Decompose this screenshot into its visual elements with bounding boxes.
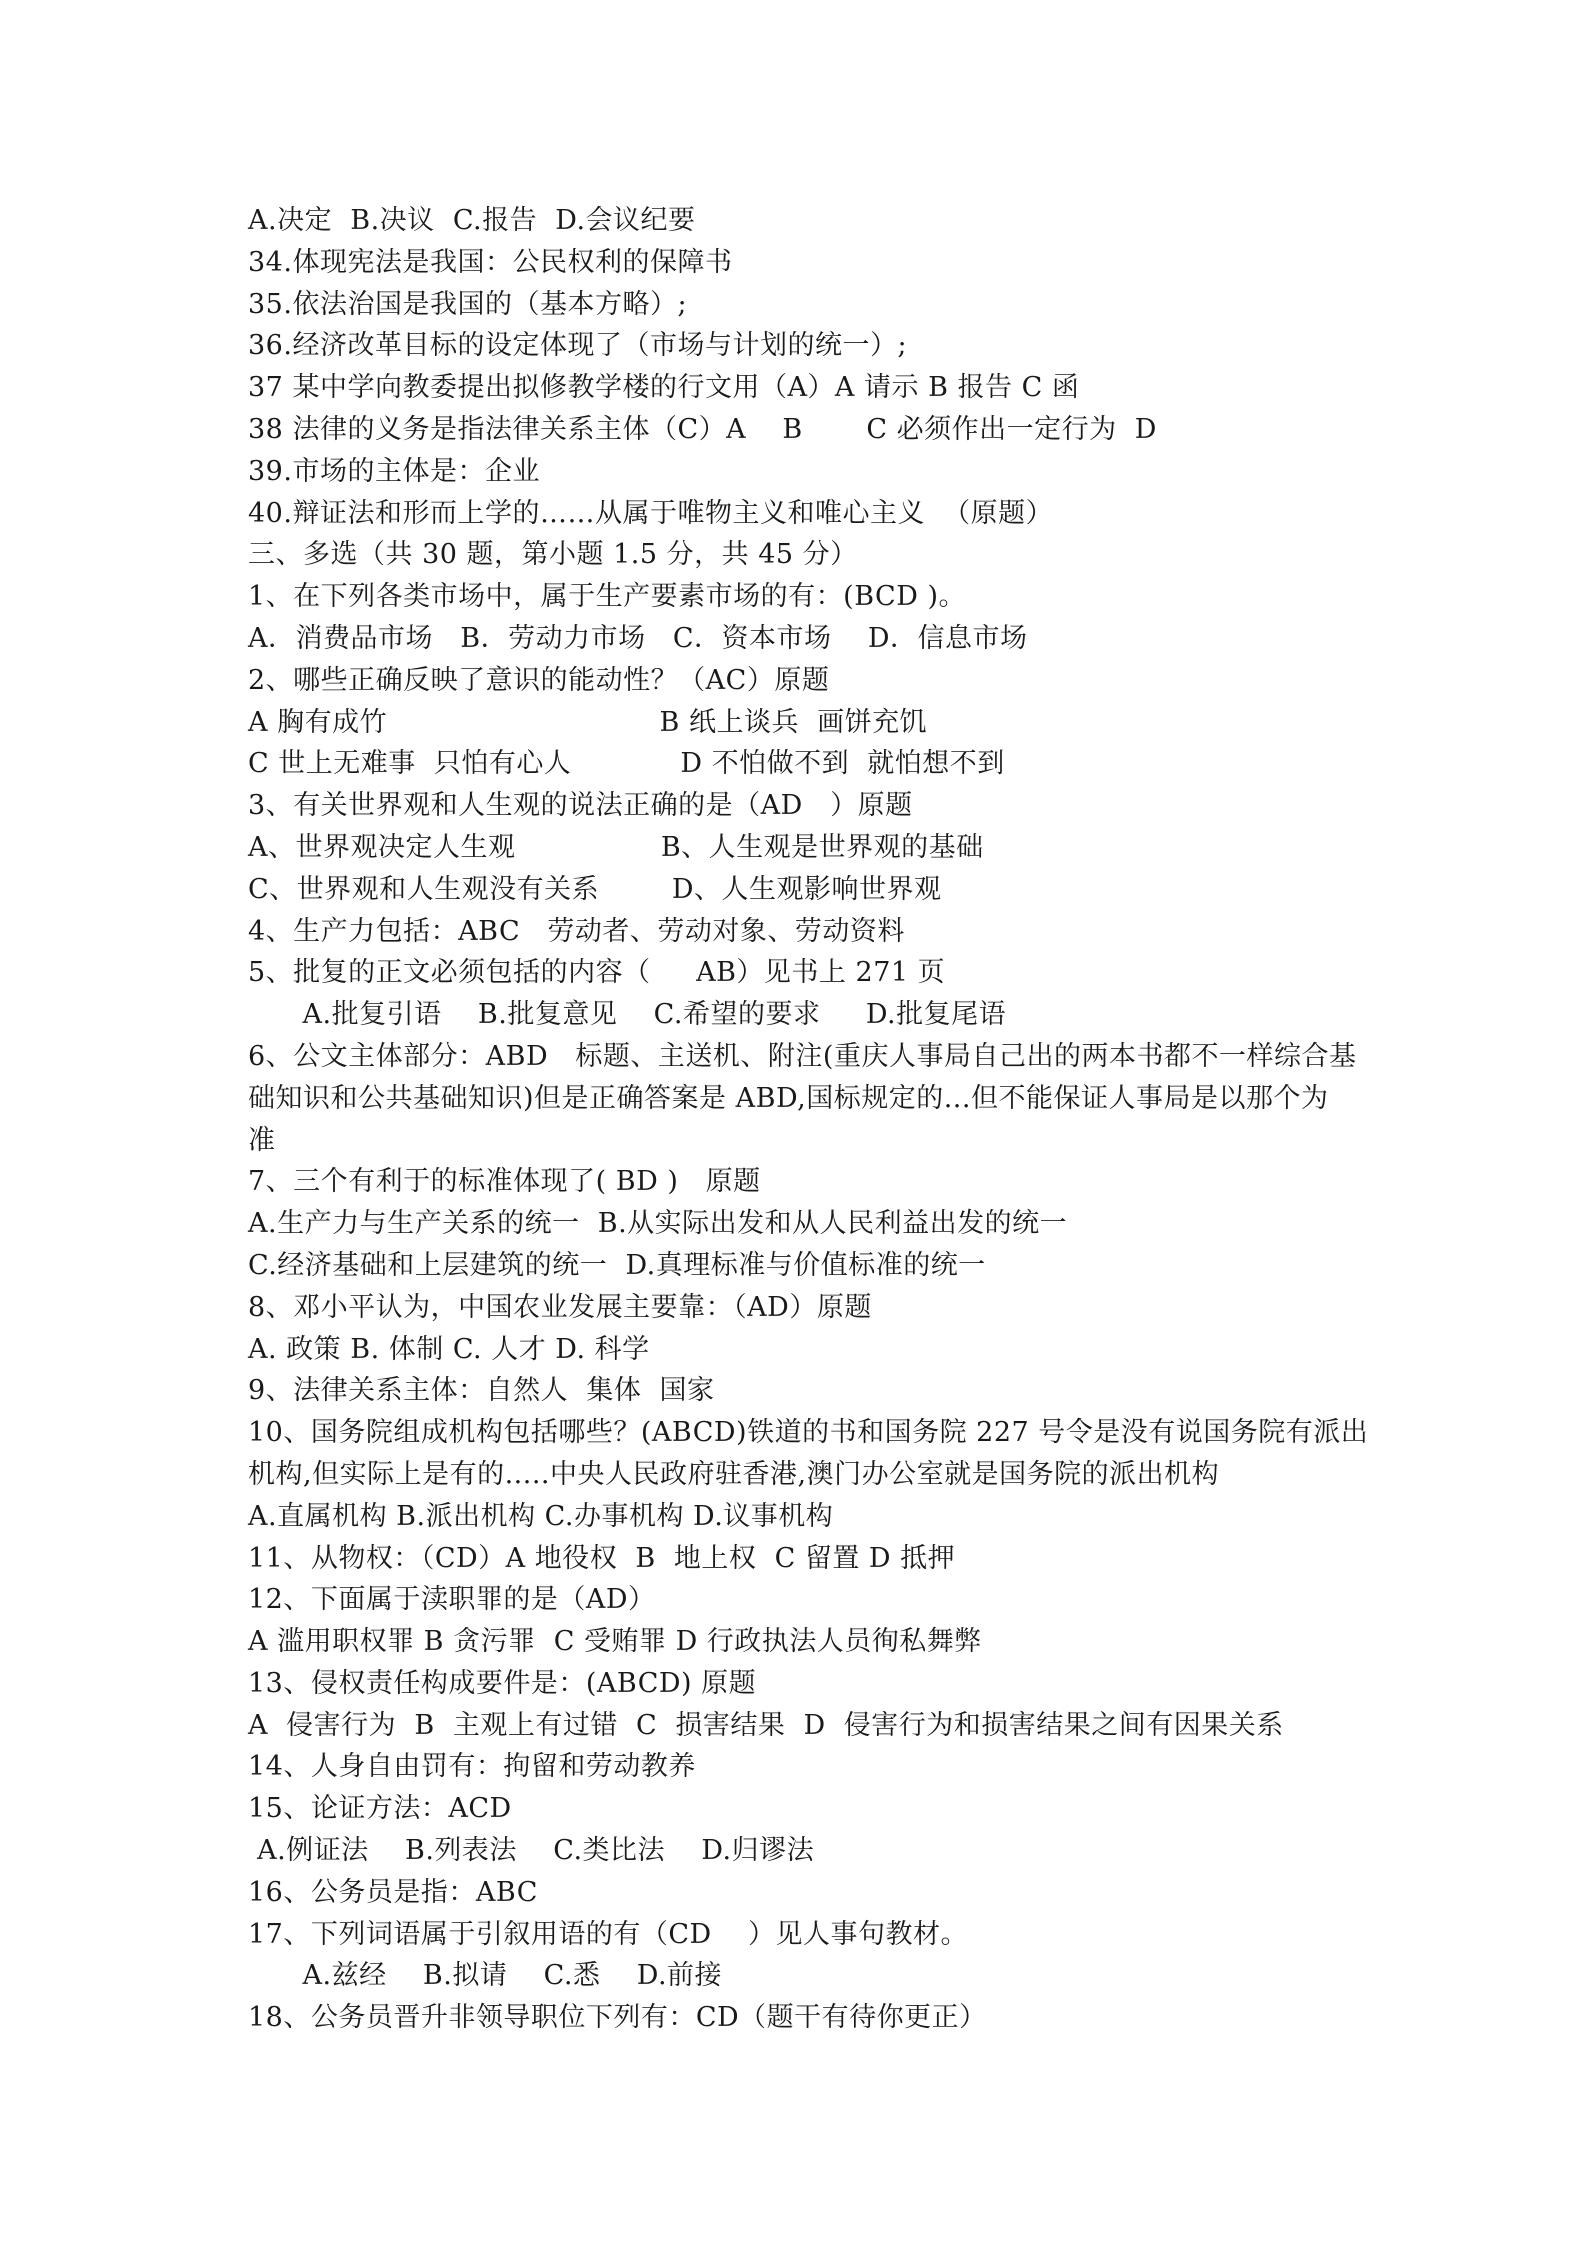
question-line: 8、邓小平认为，中国农业发展主要靠：（AD）原题 [248,1291,872,1323]
option-line: A.例证法 B.列表法 C.类比法 D.归谬法 [248,1835,815,1867]
question-line: 7、三个有利于的标准体现了( BD ) 原题 [248,1166,761,1198]
option-line: A. 政策 B. 体制 C. 人才 D. 科学 [248,1333,650,1365]
question-line: 17、下列词语属于引叙用语的有（CD ）见人事句教材。 [248,1918,968,1950]
option-line: C、世界观和人生观没有关系 D、人生观影响世界观 [248,873,942,905]
question-line: 10、国务院组成机构包括哪些？(ABCD)铁道的书和国务院 227 号令是没有说国务院有派出 [248,1417,1369,1449]
question-line: 16、公务员是指：ABC [248,1876,538,1908]
option-line: A 滥用职权罪 B 贪污罪 C 受贿罪 D 行政执法人员徇私舞弊 [248,1626,982,1658]
question-line: 3、有关世界观和人生观的说法正确的是（AD ）原题 [248,790,913,822]
option-line: A、世界观决定人生观 B、人生观是世界观的基础 [248,831,984,863]
question-line: 2、哪些正确反映了意识的能动性？（AC）原题 [248,664,830,696]
option-line: A.批复引语 B.批复意见 C.希望的要求 D.批复尾语 [248,999,1007,1031]
question-line: 14、人身自由罚有：拘留和劳动教养 [248,1751,696,1783]
question-line: 1、在下列各类市场中，属于生产要素市场的有：(BCD )。 [248,581,966,613]
option-line: A．消费品市场 B．劳动力市场 C．资本市场 D．信息市场 [248,622,1028,654]
question-line: 5、批复的正文必须包括的内容（ AB）见书上 271 页 [248,957,946,989]
question-line: 4、生产力包括：ABC 劳动者、劳动对象、劳动资料 [248,915,905,947]
option-line: A.生产力与生产关系的统一 B.从实际出发和从人民利益出发的统一 [248,1208,1068,1240]
question-line: 18、公务员晋升非领导职位下列有：CD（题干有待你更正） [248,2002,987,2034]
option-line: A.直属机构 B.派出机构 C.办事机构 D.议事机构 [248,1500,834,1532]
question-line: 13、侵权责任构成要件是：(ABCD) 原题 [248,1667,757,1699]
question-line: 11、从物权：（CD）A 地役权 B 地上权 C 留置 D 抵押 [248,1542,956,1574]
option-line: A.兹经 B.拟请 C.悉 D.前接 [248,1960,723,1992]
option-line: A 胸有成竹 B 纸上谈兵 画饼充饥 [248,706,928,738]
question-line: 准 [248,1124,276,1156]
text-line: 35.依法治国是我国的（基本方略）; [248,288,688,320]
question-line: 机构,但实际上是有的.....中央人民政府驻香港,澳门办公室就是国务院的派出机构 [248,1458,1220,1490]
question-line: 12、下面属于渎职罪的是（AD） [248,1584,656,1616]
question-line: 础知识和公共基础知识)但是正确答案是 ABD,国标规定的...但不能保证人事局是以那个为 [248,1082,1329,1114]
question-line: 9、法律关系主体：自然人 集体 国家 [248,1375,715,1407]
text-line: 38 法律的义务是指法律关系主体（C）A B C 必须作出一定行为 D [248,413,1157,445]
text-line: 39.市场的主体是：企业 [248,455,540,487]
option-line: C.经济基础和上层建筑的统一 D.真理标准与价值标准的统一 [248,1249,986,1281]
section-heading: 三、多选（共 30 题，第小题 1.5 分，共 45 分） [248,539,858,571]
text-line: 40.辩证法和形而上学的……从属于唯物主义和唯心主义 （原题） [248,497,1054,529]
option-line: C 世上无难事 只怕有心人 D 不怕做不到 就怕想不到 [248,748,1005,780]
question-line: 6、公文主体部分：ABD 标题、主送机、附注(重庆人事局自己出的两本书都不一样综合基 [248,1040,1357,1072]
option-line: A 侵害行为 B 主观上有过错 C 损害结果 D 侵害行为和损害结果之间有因果关系 [248,1709,1284,1741]
question-line: 15、论证方法：ACD [248,1793,512,1825]
document-body [248,200,1368,2039]
text-line: A.决定 B.决议 C.报告 D.会议纪要 [248,205,696,236]
text-line: 34.体现宪法是我国：公民权利的保障书 [248,246,733,278]
text-line: 37 某中学向教委提出拟修教学楼的行文用（A）A 请示 B 报告 C 函 [248,372,1080,404]
text-line: 36.经济改革目标的设定体现了（市场与计划的统一）; [248,330,908,362]
